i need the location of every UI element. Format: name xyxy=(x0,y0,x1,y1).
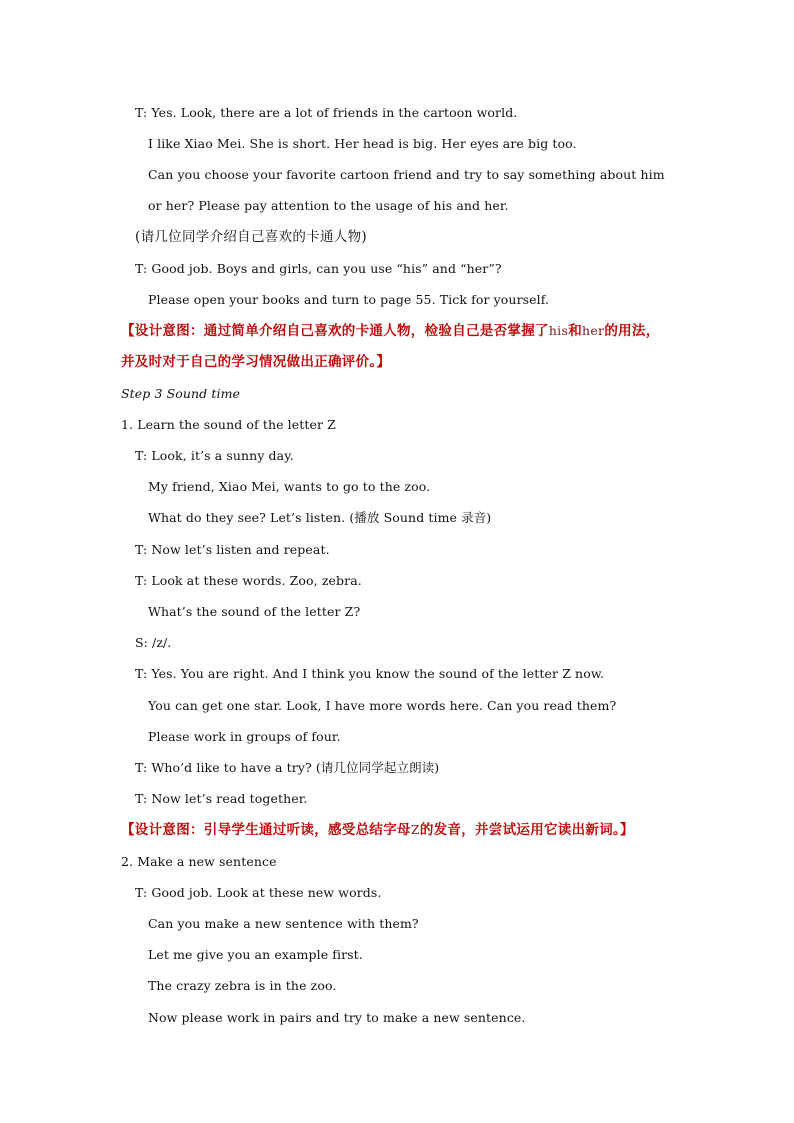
text-line: You can get one star. Look, I have more words here. Can you read them? xyxy=(148,698,617,713)
text-line: What do they see? Let’s listen. (播放 Sound time 录音) xyxy=(148,510,492,525)
design-intent-note: 【设计意图：通过简单介绍自己喜欢的卡通人物，检验自己是否掌握了his和her的用法， xyxy=(121,323,660,339)
text-line: Please work in groups of four. xyxy=(148,729,341,744)
text-line: T: Look at these words. Zoo, zebra. xyxy=(135,573,362,588)
text-line: Can you choose your favorite cartoon friend and try to say something about him xyxy=(148,167,665,182)
text-line: T: Now let’s read together. xyxy=(135,791,308,806)
subsection-heading: 1. Learn the sound of the letter Z xyxy=(121,417,336,432)
text-line: T: Yes. Look, there are a lot of friends in the cartoon world. xyxy=(135,105,518,120)
text-line: The crazy zebra is in the zoo. xyxy=(148,978,337,993)
text-line: T: Now let’s listen and repeat. xyxy=(135,542,330,557)
design-intent-note: 并及时对于自己的学习情况做出正确评价。】 xyxy=(121,354,391,370)
text-line: S: /z/. xyxy=(135,635,172,650)
text-line: T: Good job. Look at these new words. xyxy=(135,885,382,900)
text-line: T: Look, it’s a sunny day. xyxy=(135,448,294,463)
text-line: T: Good job. Boys and girls, can you use “his” and “her”? xyxy=(135,261,502,276)
text-line: Please open your books and turn to page 55. Tick for yourself. xyxy=(148,292,550,307)
subsection-heading: 2. Make a new sentence xyxy=(121,854,277,869)
text-line: Let me give you an example first. xyxy=(148,947,363,962)
section-heading: Step 3 Sound time xyxy=(121,386,241,401)
chinese-note: (请几位同学介绍自己喜欢的卡通人物) xyxy=(135,229,367,245)
text-line: T: Who’d like to have a try? (请几位同学起立朗读) xyxy=(135,760,440,775)
text-line: My friend, Xiao Mei, wants to go to the zoo. xyxy=(148,479,431,494)
text-line: T: Yes. You are right. And I think you know the sound of the letter Z now. xyxy=(135,666,605,681)
text-line: I like Xiao Mei. She is short. Her head is big. Her eyes are big too. xyxy=(148,136,577,151)
design-intent-note: 【设计意图：引导学生通过听读，感受总结字母Z的发音，并尝试运用它读出新词。】 xyxy=(121,822,634,838)
text-line: Now please work in pairs and try to make a new sentence. xyxy=(148,1010,526,1025)
text-line: or her? Please pay attention to the usage of his and her. xyxy=(148,198,509,213)
text-line: What’s the sound of the letter Z? xyxy=(148,604,361,619)
text-line: Can you make a new sentence with them? xyxy=(148,916,419,931)
